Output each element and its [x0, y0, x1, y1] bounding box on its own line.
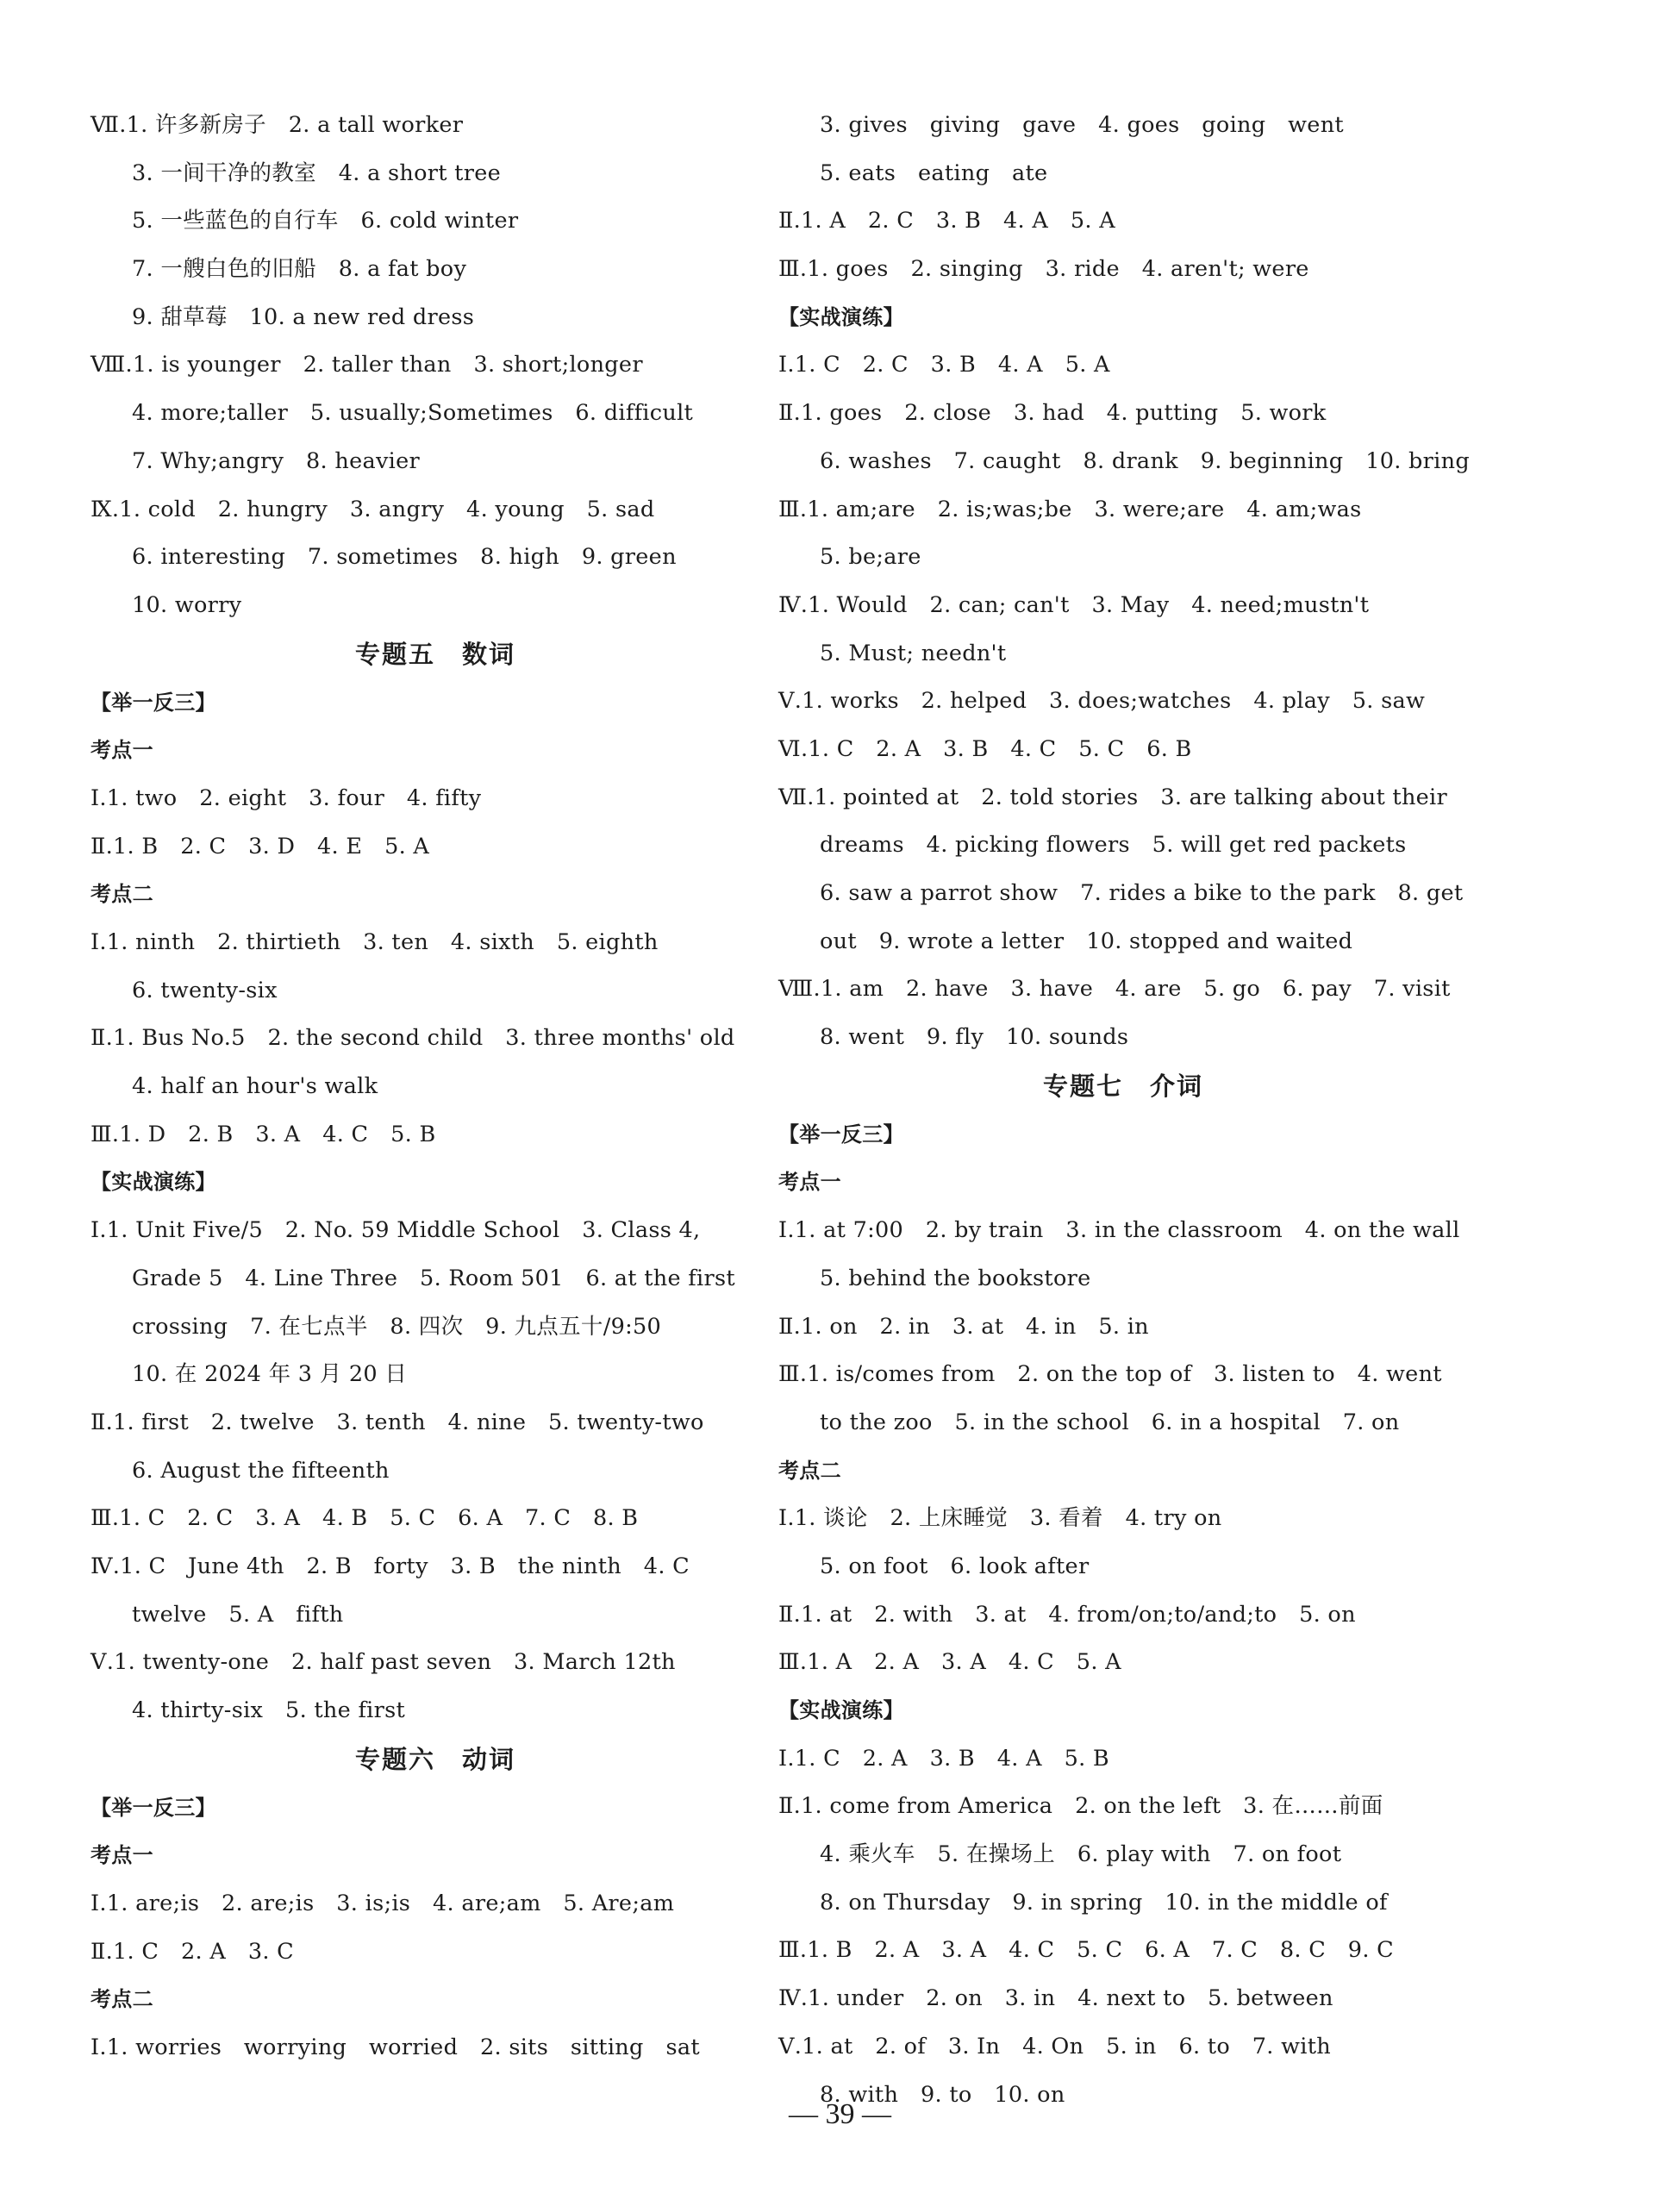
- answer-line: Ⅱ.1. Bus No.5 2. the second child 3. three months' old: [91, 1025, 735, 1052]
- answer-line: Ⅷ.1. is younger 2. taller than 3. short;longer: [91, 352, 643, 378]
- answer-line: Ⅰ.1. ninth 2. thirtieth 3. ten 4. sixth 5. eighth: [91, 929, 659, 955]
- practice-label: 【举一反三】: [778, 1122, 904, 1147]
- answer-line: Ⅰ.1. two 2. eight 3. four 4. fifty: [91, 784, 482, 811]
- answer-line-continued: 6. August the fifteenth: [132, 1457, 390, 1484]
- practice-label: 【实战演练】: [778, 304, 904, 329]
- answer-line-continued: out 9. wrote a letter 10. stopped and waited: [820, 928, 1353, 954]
- test-point-label: 考点一: [778, 1170, 841, 1195]
- answer-line: Ⅱ.1. C 2. A 3. C: [91, 1938, 294, 1965]
- answer-line-continued: dreams 4. picking flowers 5. will get red packets: [820, 832, 1407, 859]
- test-point-label: 考点一: [91, 738, 153, 763]
- answer-line-continued: 8. on Thursday 9. in spring 10. in the middle of: [820, 1889, 1388, 1916]
- answer-line-continued: 8. went 9. fly 10. sounds: [820, 1024, 1129, 1051]
- answer-line: Ⅱ.1. B 2. C 3. D 4. E 5. A: [91, 833, 430, 859]
- answer-line: Ⅸ.1. cold 2. hungry 3. angry 4. young 5. sad: [91, 496, 655, 522]
- answer-line-continued: 10. 在 2024 年 3 月 20 日: [132, 1361, 408, 1388]
- answer-line-continued: crossing 7. 在七点半 8. 四次 9. 九点五十/9:50: [132, 1313, 662, 1340]
- answer-line-continued: 5. be;are: [820, 544, 921, 571]
- answer-line: Ⅵ.1. C 2. A 3. B 4. C 5. C 6. B: [778, 735, 1192, 762]
- answer-line: Ⅰ.1. are;is 2. are;is 3. is;is 4. are;am 5. Are;am: [91, 1891, 675, 1917]
- answer-line: Ⅲ.1. A 2. A 3. A 4. C 5. A: [778, 1649, 1121, 1676]
- answer-line: Ⅳ.1. under 2. on 3. in 4. next to 5. between: [778, 1985, 1333, 2012]
- answer-line-continued: 7. Why;angry 8. heavier: [132, 447, 421, 474]
- answer-line: Ⅱ.1. on 2. in 3. at 4. in 5. in: [778, 1313, 1149, 1340]
- answer-line-continued: twelve 5. A fifth: [132, 1601, 344, 1628]
- answer-line-continued: Grade 5 4. Line Three 5. Room 501 6. at the first: [132, 1265, 735, 1291]
- answer-line: Ⅰ.1. Unit Five/5 2. No. 59 Middle School 3. Class 4,: [91, 1217, 701, 1244]
- answer-line-continued: to the zoo 5. in the school 6. in a hospital 7. on: [820, 1409, 1400, 1435]
- answer-line: Ⅰ.1. C 2. A 3. B 4. A 5. B: [778, 1745, 1109, 1772]
- answer-line: Ⅲ.1. goes 2. singing 3. ride 4. aren't; were: [778, 256, 1309, 283]
- answer-line: Ⅱ.1. goes 2. close 3. had 4. putting 5. work: [778, 400, 1327, 427]
- practice-label: 【实战演练】: [778, 1698, 904, 1722]
- answer-line-continued: 4. half an hour's walk: [132, 1073, 378, 1100]
- answer-line: Ⅴ.1. at 2. of 3. In 4. On 5. in 6. to 7. with: [778, 2033, 1331, 2059]
- answer-line-continued: 5. 一些蓝色的自行车 6. cold winter: [132, 208, 519, 234]
- test-point-label: 考点一: [91, 1843, 153, 1868]
- answer-line: Ⅲ.1. C 2. C 3. A 4. B 5. C 6. A 7. C 8. B: [91, 1505, 639, 1532]
- test-point-label: 考点二: [91, 1987, 153, 2012]
- answer-line-continued: 10. worry: [132, 591, 242, 618]
- answer-line: Ⅱ.1. come from America 2. on the left 3. 在……前面: [778, 1793, 1383, 1820]
- answer-line: Ⅱ.1. first 2. twelve 3. tenth 4. nine 5. twenty-two: [91, 1409, 704, 1435]
- answer-line: Ⅰ.1. worries worrying worried 2. sits sitting sat: [91, 2034, 700, 2061]
- answer-line-continued: 5. eats eating ate: [820, 159, 1048, 186]
- answer-line-continued: 4. more;taller 5. usually;Sometimes 6. difficult: [132, 400, 694, 427]
- answer-line: Ⅶ.1. 许多新房子 2. a tall worker: [91, 112, 464, 138]
- answer-line: Ⅴ.1. works 2. helped 3. does;watches 4. play 5. saw: [778, 688, 1426, 715]
- answer-line-continued: 6. twenty-six: [132, 977, 278, 1003]
- left-column: [91, 102, 780, 2072]
- practice-label: 【实战演练】: [91, 1170, 216, 1195]
- section-heading: 专题五 数词: [354, 639, 515, 669]
- answer-line: Ⅷ.1. am 2. have 3. have 4. are 5. go 6. pay 7. visit: [778, 976, 1451, 1003]
- answer-line-continued: 8. with 9. to 10. on: [820, 2081, 1065, 2108]
- answer-line-continued: 6. washes 7. caught 8. drank 9. beginning 10. bring: [820, 447, 1470, 474]
- answer-line: Ⅱ.1. A 2. C 3. B 4. A 5. A: [778, 208, 1115, 234]
- section-heading: 专题七 介词: [1042, 1071, 1203, 1101]
- page-number: — 39 —: [789, 2098, 891, 2130]
- right-column: [778, 102, 1468, 2119]
- practice-label: 【举一反三】: [91, 690, 216, 715]
- answer-line-continued: 5. on foot 6. look after: [820, 1553, 1090, 1579]
- answer-line: Ⅲ.1. am;are 2. is;was;be 3. were;are 4. am;was: [778, 496, 1362, 522]
- practice-label: 【举一反三】: [91, 1795, 216, 1820]
- answer-line-continued: 3. gives giving gave 4. goes going went: [820, 112, 1344, 138]
- answer-line: Ⅶ.1. pointed at 2. told stories 3. are talking about their: [778, 784, 1447, 810]
- answer-line: Ⅰ.1. at 7:00 2. by train 3. in the classroom 4. on the wall: [778, 1217, 1460, 1244]
- answer-line-continued: 4. thirty-six 5. the first: [132, 1697, 406, 1723]
- answer-line: Ⅱ.1. at 2. with 3. at 4. from/on;to/and;to 5. on: [778, 1601, 1356, 1628]
- answer-line: Ⅳ.1. Would 2. can; can't 3. May 4. need;mustn't: [778, 591, 1370, 618]
- answer-line: Ⅰ.1. 谈论 2. 上床睡觉 3. 看着 4. try on: [778, 1505, 1222, 1532]
- answer-line-continued: 4. 乘火车 5. 在操场上 6. play with 7. on foot: [820, 1841, 1342, 1868]
- answer-line: Ⅲ.1. is/comes from 2. on the top of 3. listen to 4. went: [778, 1361, 1442, 1388]
- answer-line: Ⅳ.1. C June 4th 2. B forty 3. B the ninth 4. C: [91, 1553, 690, 1579]
- answer-line: Ⅲ.1. D 2. B 3. A 4. C 5. B: [91, 1121, 436, 1147]
- answer-line-continued: 5. behind the bookstore: [820, 1265, 1091, 1291]
- answer-line: Ⅲ.1. B 2. A 3. A 4. C 5. C 6. A 7. C 8. C 9. C: [778, 1937, 1394, 1964]
- test-point-label: 考点二: [778, 1458, 841, 1483]
- answer-line-continued: 6. interesting 7. sometimes 8. high 9. green: [132, 544, 677, 571]
- answer-line-continued: 5. Must; needn't: [820, 640, 1007, 666]
- answer-line: Ⅴ.1. twenty-one 2. half past seven 3. March 12th: [91, 1649, 676, 1676]
- answer-line-continued: 6. saw a parrot show 7. rides a bike to the park 8. get: [820, 880, 1464, 906]
- section-heading: 专题六 动词: [354, 1744, 515, 1774]
- answer-line-continued: 3. 一间干净的教室 4. a short tree: [132, 159, 502, 186]
- answer-line-continued: 7. 一艘白色的旧船 8. a fat boy: [132, 256, 467, 283]
- answer-line-continued: 9. 甜草莓 10. a new red dress: [132, 303, 475, 330]
- answer-line: Ⅰ.1. C 2. C 3. B 4. A 5. A: [778, 352, 1110, 378]
- test-point-label: 考点二: [91, 882, 153, 907]
